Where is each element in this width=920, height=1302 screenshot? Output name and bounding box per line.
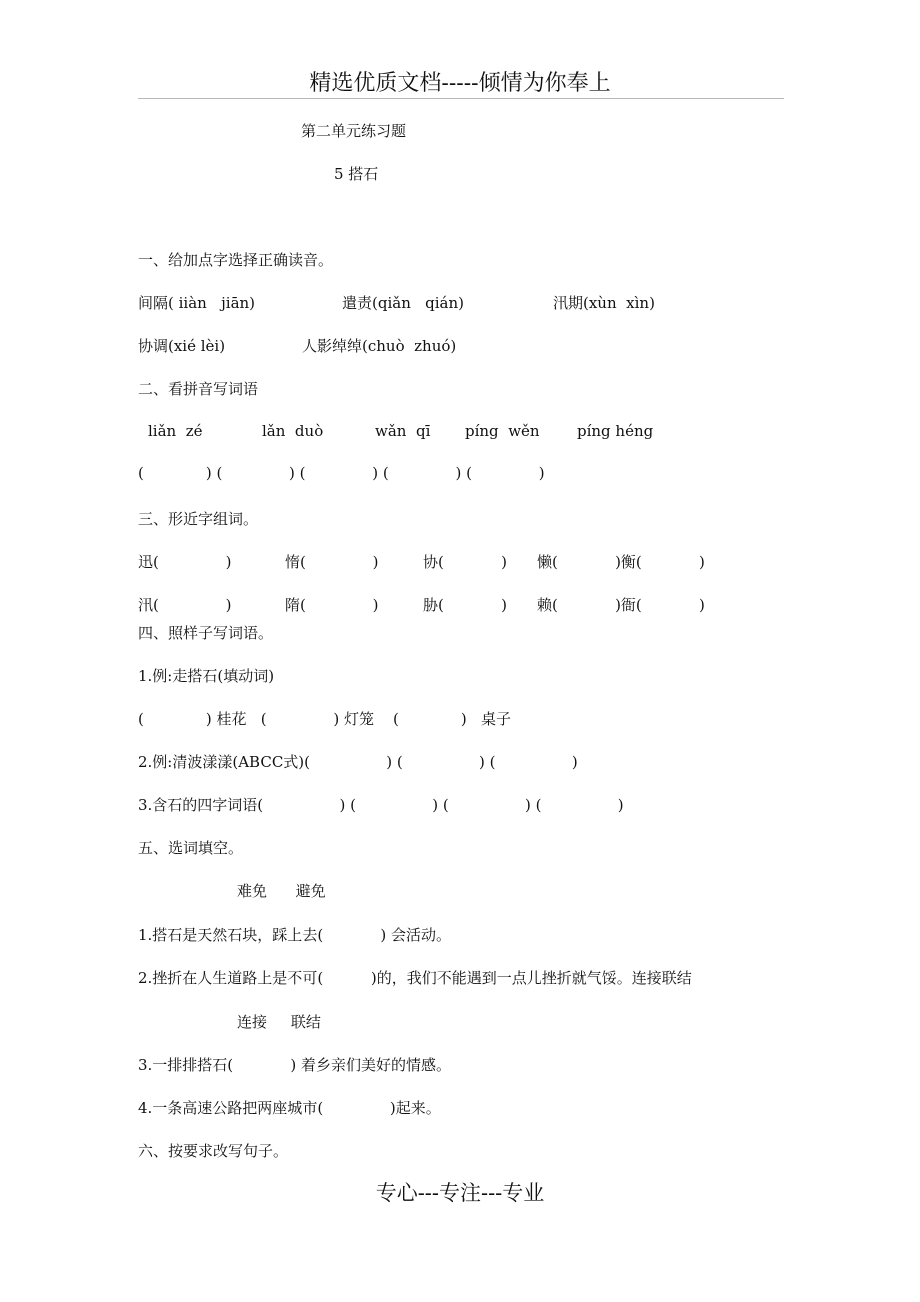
lesson-title: 5 搭石 [334, 165, 379, 183]
s3-item: 赖( )衙( ) [537, 596, 705, 614]
s1-item: 汛期(xùn xìn) [553, 294, 655, 312]
s5-question-1: 1.搭石是天然石块，踩上去( ) 会活动。 [138, 926, 452, 944]
section-3-heading: 三、形近字组词。 [138, 510, 259, 528]
s2-pinyin: lǎn duò [262, 422, 324, 440]
header-rule [138, 98, 784, 99]
s2-pinyin: píng wěn [465, 422, 540, 440]
s3-item: 汛( ) [138, 596, 232, 614]
section-6-heading: 六、按要求改写句子。 [138, 1142, 289, 1160]
section-2-heading: 二、看拼音写词语 [138, 380, 259, 398]
s2-pinyin: wǎn qī [375, 422, 431, 440]
s5-word-choices-2: 连接 联结 [237, 1013, 321, 1031]
s3-item: 懒( )衡( ) [537, 553, 705, 571]
s2-pinyin: píng héng [577, 422, 654, 440]
s4-example-2: 2.例:清波漾漾(ABCC式)( ) ( ) ( ) [138, 753, 578, 771]
s1-item: 间隔( iiàn jiān) [138, 294, 256, 312]
s2-pinyin: liǎn zé [148, 422, 203, 440]
s4-example-1: 1.例:走搭石(填动词) [138, 667, 275, 685]
unit-title: 第二单元练习题 [301, 122, 407, 140]
s5-question-3: 3.一排排搭石( ) 着乡亲们美好的情感。 [138, 1056, 452, 1074]
section-5-heading: 五、选词填空。 [138, 839, 244, 857]
s4-example-1-fill: ( ) 桂花 ( ) 灯笼 ( ) 桌子 [138, 710, 512, 728]
s2-answer-brackets: ( ) ( ) ( ) ( ) ( ) [138, 464, 545, 482]
s1-item: 协调(xié lèi) [138, 337, 226, 355]
s5-question-2: 2.挫折在人生道路上是不可( )的，我们不能遇到一点儿挫折就气馁。连接联结 [138, 969, 692, 987]
page-footer: 专心---专注---专业 [375, 1181, 545, 1205]
s1-item: 遣责(qiǎn qián) [342, 294, 465, 312]
s3-item: 胁( ) [423, 596, 507, 614]
s3-item: 协( ) [423, 553, 507, 571]
section-4-heading: 四、照样子写词语。 [138, 624, 274, 642]
s3-item: 惰( ) [285, 553, 379, 571]
s3-item: 迅( ) [138, 553, 232, 571]
s5-word-choices-1: 难免 避免 [237, 882, 326, 900]
s5-question-4: 4.一条高速公路把两座城市( )起来。 [138, 1099, 441, 1117]
s3-item: 隋( ) [285, 596, 379, 614]
page-header: 精选优质文档-----倾情为你奉上 [309, 71, 611, 96]
s1-item: 人影绰绰(chuò zhuó) [302, 337, 457, 355]
s4-example-3: 3.含石的四字词语( ) ( ) ( ) ( ) [138, 796, 624, 814]
section-1-heading: 一、给加点字选择正确读音。 [138, 251, 334, 269]
